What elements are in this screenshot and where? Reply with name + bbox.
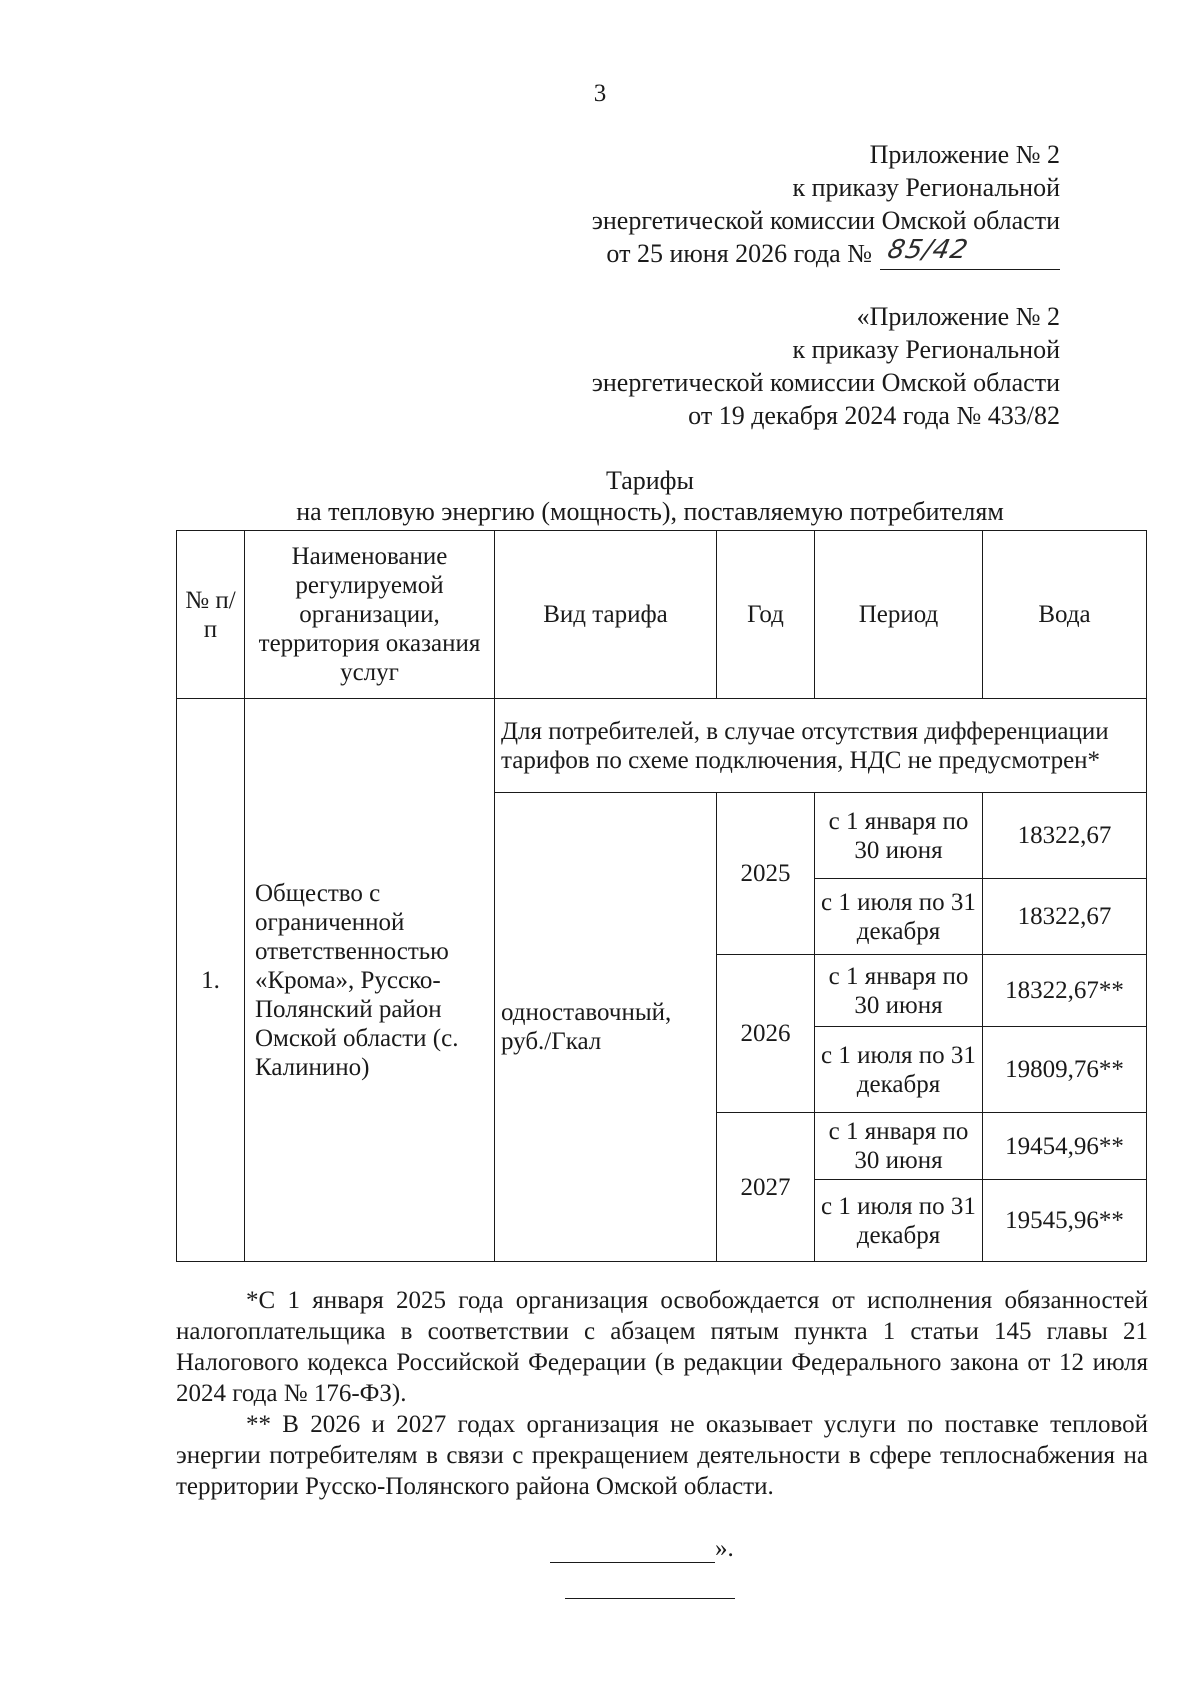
water-value-cell: 18322,67** bbox=[983, 955, 1147, 1027]
approval-block-current bbox=[592, 138, 1060, 270]
period-cell: с 1 января по 30 июня bbox=[815, 955, 983, 1027]
page-number: 3 bbox=[593, 80, 607, 107]
water-value-cell: 18322,67 bbox=[983, 793, 1147, 879]
handwritten-order-number: 85/42 bbox=[884, 235, 972, 265]
approval-current-line4: от 25 июня 2026 года № bbox=[606, 239, 872, 268]
document-title bbox=[160, 465, 1140, 527]
water-value-cell: 19545,96** bbox=[983, 1180, 1147, 1262]
closing-underline bbox=[550, 1536, 715, 1563]
approval-previous-line4: от 19 декабря 2024 года № 433/82 bbox=[688, 401, 1060, 430]
year-cell: 2025 bbox=[717, 793, 815, 955]
approval-previous-line3: энергетической комиссии Омской области bbox=[591, 368, 1060, 397]
closing-quote: ». bbox=[715, 1535, 734, 1562]
footnote-1: *С 1 января 2025 года организация освобождается от исполнения обязанностей налогоплательщика в соответствии с абзацем пятым пункта 1 статьи 145 главы 21 Налогового кодекса Российской Федерации (в редакции Федерального закона от 12 июля 2024 года № 176-ФЗ). bbox=[176, 1287, 1148, 1407]
closing-mark bbox=[550, 1535, 734, 1563]
approval-previous-line2: к приказу Региональной bbox=[792, 335, 1060, 364]
water-value-cell: 19454,96** bbox=[983, 1113, 1147, 1180]
water-value-cell: 18322,67 bbox=[983, 879, 1147, 955]
table-row bbox=[177, 699, 1147, 793]
period-cell: с 1 января по 30 июня bbox=[815, 793, 983, 879]
row-number: 1. bbox=[177, 699, 245, 1262]
period-cell: с 1 июля по 31 декабря bbox=[815, 1180, 983, 1262]
consumer-group-cell: Для потребителей, в случае отсутствия дифференциации тарифов по схеме подключения, НДС не предусмотрен* bbox=[495, 699, 1147, 793]
organization-cell: Общество с ограниченной ответственностью «Крома», Русско-Полянский район Омской области (с. Калинино) bbox=[245, 699, 495, 1262]
approval-current-line1: Приложение № 2 bbox=[869, 140, 1060, 169]
period-cell: с 1 июля по 31 декабря bbox=[815, 879, 983, 955]
header-year: Год bbox=[717, 531, 815, 699]
footnotes bbox=[176, 1285, 1148, 1502]
year-cell: 2026 bbox=[717, 955, 815, 1113]
approval-current-line2: к приказу Региональной bbox=[792, 173, 1060, 202]
header-water: Вода bbox=[983, 531, 1147, 699]
water-value-cell: 19809,76** bbox=[983, 1027, 1147, 1113]
period-cell: с 1 января по 30 июня bbox=[815, 1113, 983, 1180]
tariff-type-cell: одноставочный, руб./Гкал bbox=[495, 793, 717, 1262]
header-tariff-type: Вид тарифа bbox=[495, 531, 717, 699]
tariff-table bbox=[176, 530, 1147, 1262]
period-cell: с 1 июля по 31 декабря bbox=[815, 1027, 983, 1113]
end-divider bbox=[565, 1598, 735, 1599]
approval-block-previous bbox=[592, 300, 1060, 432]
footnote-2: ** В 2026 и 2027 годах организация не оказывает услуги по поставке тепловой энергии потребителям в связи с прекращением деятельности в сфере теплоснабжения на территории Русско-Полянского района Омской области. bbox=[176, 1411, 1148, 1500]
year-cell: 2027 bbox=[717, 1113, 815, 1262]
order-number-field bbox=[880, 235, 1060, 270]
title-line1: Тарифы bbox=[605, 466, 694, 495]
header-period: Период bbox=[815, 531, 983, 699]
header-number: № п/п bbox=[177, 531, 245, 699]
approval-previous-line1: «Приложение № 2 bbox=[856, 302, 1060, 331]
approval-current-date-line bbox=[606, 237, 1060, 270]
table-header-row bbox=[177, 531, 1147, 699]
header-organization: Наименование регулируемой организации, территория оказания услуг bbox=[245, 531, 495, 699]
approval-current-line3: энергетической комиссии Омской области bbox=[591, 206, 1060, 235]
title-line2: на тепловую энергию (мощность), поставляемую потребителям bbox=[296, 497, 1004, 526]
